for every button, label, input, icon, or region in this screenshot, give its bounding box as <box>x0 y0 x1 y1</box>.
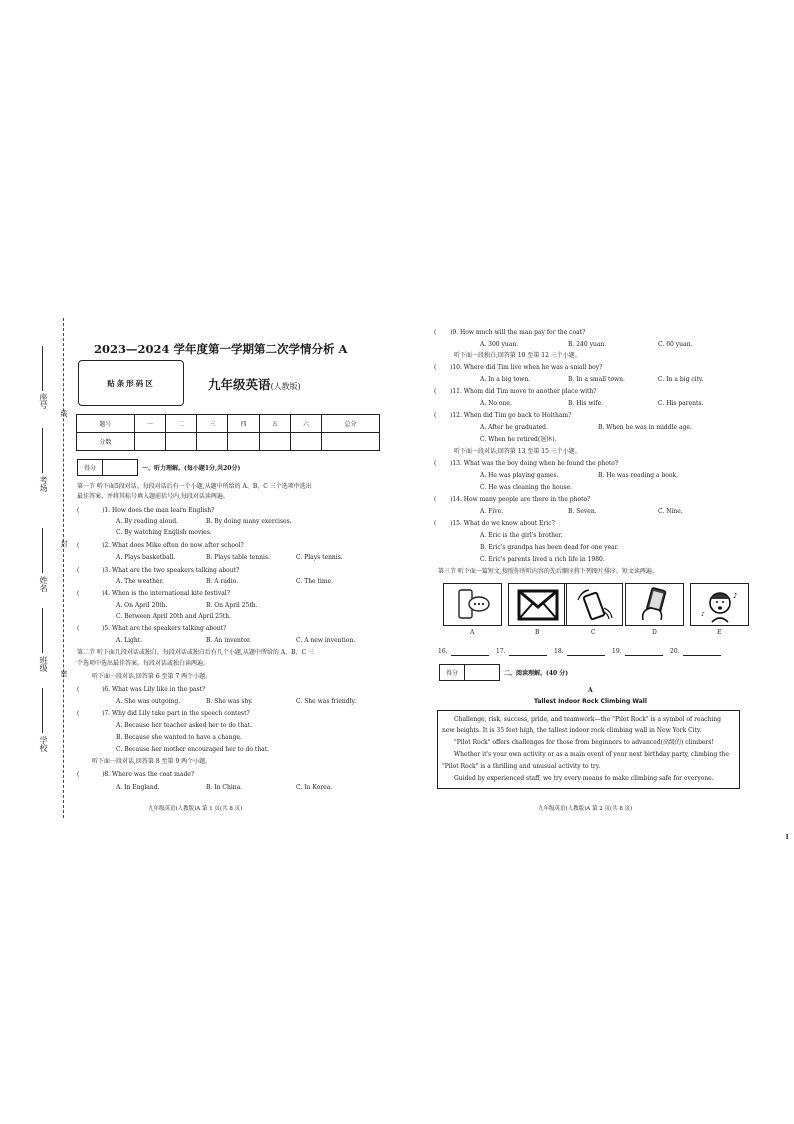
option: C. She was friendly. <box>296 698 357 705</box>
score-cell[interactable] <box>259 433 290 451</box>
binding-underline <box>42 346 43 391</box>
option: B. In a small town. <box>568 376 625 383</box>
answer-bracket[interactable]: ( <box>77 507 80 514</box>
part1-intro: 第一节 听下面5段对话。每段对话后有一个小题,从题中所给的 A、B、C 三个选项中选出 <box>77 483 312 490</box>
passage-line: Guided by experienced staff, we try every means to make climbing safe for everyone. <box>454 775 714 782</box>
mobile-phone-icon <box>574 586 614 624</box>
answer-bracket[interactable]: ( <box>434 364 437 371</box>
section2-title: 二、阅读理解。(40 分) <box>504 670 569 677</box>
answer-bracket[interactable]: ( <box>434 388 437 395</box>
part2-subintro: 听下面一段对话,回答第 13 至第 15 三个小题。 <box>454 448 581 455</box>
question-stem: )9. How much will the man pay for the coat? <box>450 329 586 336</box>
score-cell[interactable] <box>197 433 228 451</box>
option: C. Plays tennis. <box>296 554 343 561</box>
answer-bracket[interactable]: ( <box>434 412 437 419</box>
picture-c <box>564 583 623 626</box>
question-stem: )12. When did Tim go back to Holtham? <box>450 412 572 419</box>
answer-blank[interactable] <box>451 655 489 656</box>
option: C. When he retired(退休). <box>480 436 557 443</box>
exam-title: 2023—2024 学年度第一学期第二次学情分析 A <box>94 342 348 356</box>
picture-label: C <box>591 629 596 636</box>
option: B. An inventor. <box>206 637 252 644</box>
score-header-cell: 三 <box>197 415 228 433</box>
option: A. Plays basketball. <box>116 554 176 561</box>
section2-score-box <box>439 664 500 681</box>
option: A. He was playing games. <box>480 472 559 479</box>
answer-bracket[interactable]: ( <box>434 496 437 503</box>
option: B. Seven. <box>568 508 597 515</box>
option: A. In England. <box>116 784 160 791</box>
part2-intro: 第二节 听下面几段对话或独白。每段对话或独白后有几个小题,从题中所给的 A、B、C 三 <box>77 649 314 656</box>
exam-sheet <box>30 318 790 841</box>
page-mark: 1 <box>785 834 790 841</box>
cut-mark-xian: 线 <box>60 410 68 417</box>
option: A. On April 20th. <box>116 602 168 609</box>
score-table <box>76 414 380 451</box>
option: C. He was cleaning the house. <box>480 484 572 491</box>
question-stem: )5. What are the speakers talking about? <box>102 625 227 632</box>
passage-line: "Pilot Rock" is a thrilling and unusual activity to try. <box>442 763 601 770</box>
question-stem: )7. Why did Lily take part in the speech contest? <box>102 710 250 717</box>
page-footer-right: 九年级英语(人教版)A 第 2 页(共 8 页) <box>538 806 633 812</box>
score-row-label: 分数 <box>77 433 135 451</box>
binding-underline <box>42 688 43 733</box>
option: C. In a big city. <box>658 376 704 383</box>
option: C. Between April 20th and April 25th. <box>116 613 231 620</box>
binding-underline <box>42 608 43 653</box>
blank-label: 18. <box>554 648 564 655</box>
hand-phone-icon <box>635 586 675 624</box>
passage-title: Tallest Indoor Rock Climbing Wall <box>534 698 647 705</box>
option: A. The weather. <box>116 578 164 585</box>
blank-label: 19. <box>612 648 622 655</box>
subject-title <box>208 374 301 393</box>
score-cell[interactable] <box>322 433 380 451</box>
answer-blank[interactable] <box>509 655 547 656</box>
passage-line: Whether it's your own activity or as a main event of your next birthday party, climbing the <box>454 751 729 758</box>
score-header-cell: 题号 <box>77 415 135 433</box>
answer-blank[interactable] <box>567 655 605 656</box>
binding-label-class: 班级 <box>39 656 48 672</box>
part2-subintro: 听下面一段对话,回答第 8 至第 9 两个小题。 <box>92 758 212 765</box>
score-cell[interactable] <box>228 433 259 451</box>
phone-chat-icon <box>453 587 493 623</box>
part3-intro: 第三节 听下面一篇短文,按照你所听内容的先后顺序将下列图片排序。短文读两遍。 <box>438 568 658 575</box>
score-header-cell: 一 <box>134 415 165 433</box>
picture-d <box>625 583 684 626</box>
part1-intro: 最佳答案。并将其标号填入题前括号内,每段对话读两遍。 <box>77 493 229 500</box>
svg-text:♪: ♪ <box>700 610 705 618</box>
option: C. His parents. <box>658 400 704 407</box>
option: B. He was reading a book. <box>598 472 679 479</box>
binding-cut-line <box>63 318 64 818</box>
answer-blank[interactable] <box>683 655 721 656</box>
cut-mark-mi: 密 <box>60 670 68 677</box>
question-stem: )15. What do we know about Eric? <box>450 520 555 527</box>
option: C. The time. <box>296 578 333 585</box>
score-box-label: 得分 <box>446 670 459 677</box>
option: B. His wife. <box>568 400 604 407</box>
question-stem: )14. How many people are there in the photo? <box>450 496 591 503</box>
subject-edition: (人教版) <box>270 382 301 391</box>
question-stem: )2. What does Mike often do now after school? <box>102 542 244 549</box>
blank-label: 20. <box>670 648 680 655</box>
part2-subintro: 听下面一段对话,回答第 6 至第 7 两个小题。 <box>92 673 212 680</box>
option: B. On April 25th. <box>206 602 258 609</box>
question-stem: )11. Whom did Tim move to another place with? <box>450 388 597 395</box>
blank-label: 17. <box>496 648 506 655</box>
picture-a <box>443 583 502 626</box>
section1-title: 一、听力理解。(每小题1分,共20分) <box>142 465 241 472</box>
answer-bracket[interactable]: ( <box>77 710 80 717</box>
score-box-field[interactable] <box>102 460 137 475</box>
singing-person-icon <box>698 586 742 624</box>
answer-bracket[interactable]: ( <box>77 567 80 574</box>
section1-score-box <box>77 459 138 476</box>
question-stem: )10. Where did Tim live when he was a small boy? <box>450 364 603 371</box>
score-header-cell: 六 <box>290 415 321 433</box>
score-table-value-row <box>77 433 380 451</box>
passage-line: new heights. It is 35 feet high, the tallest indoor rock climbing wall in New York City. <box>442 727 702 734</box>
answer-bracket[interactable]: ( <box>434 520 437 527</box>
score-cell[interactable] <box>166 433 197 451</box>
part2-intro: 个选项中选出最佳答案。每段对话或独白读两遍。 <box>77 660 210 667</box>
passage-line: "Pilot Rock" offers challenges for those from beginners to advanced(高级的) climbers! <box>454 739 714 746</box>
option: A. She was outgoing. <box>116 698 181 705</box>
option: C. In Korea. <box>296 784 333 791</box>
answer-bracket[interactable]: ( <box>77 590 80 597</box>
option: B. Plays table tennis. <box>206 554 270 561</box>
picture-e <box>690 583 749 626</box>
option: A. No one. <box>480 400 512 407</box>
score-cell[interactable] <box>134 433 165 451</box>
score-box-field[interactable] <box>464 665 499 680</box>
option: C. Nine. <box>658 508 683 515</box>
blank-label: 16. <box>438 648 448 655</box>
answer-bracket[interactable]: ( <box>77 625 80 632</box>
answer-bracket[interactable]: ( <box>434 460 437 467</box>
score-header-cell: 四 <box>228 415 259 433</box>
question-stem: )13. What was the boy doing when he found the photo? <box>450 460 619 467</box>
answer-bracket[interactable]: ( <box>77 542 80 549</box>
score-header-cell: 五 <box>259 415 290 433</box>
option: B. By doing many exercises. <box>206 518 292 525</box>
score-header-cell: 总分 <box>322 415 380 433</box>
option: C. By watching English movies. <box>116 529 212 536</box>
binding-label-seat: 座号 <box>39 393 48 409</box>
answer-blank[interactable] <box>625 655 663 656</box>
envelope-icon <box>516 588 560 622</box>
option: A. Light. <box>116 637 143 644</box>
option: A. 300 yuan. <box>480 341 519 348</box>
option: A. In a big town. <box>480 376 531 383</box>
subject-name: 九年级英语 <box>208 377 271 392</box>
option: C. Because her mother encouraged her to do that. <box>116 746 270 753</box>
option: B. She was shy. <box>206 698 253 705</box>
answer-bracket[interactable]: ( <box>434 329 437 336</box>
option: B. Because she wanted to have a change. <box>116 734 242 741</box>
score-table-header-row <box>77 415 380 433</box>
passage-letter: A <box>588 687 593 694</box>
picture-label: D <box>652 629 657 636</box>
option: B. 240 yuan. <box>568 341 607 348</box>
answer-bracket[interactable]: ( <box>77 686 80 693</box>
picture-b <box>508 583 567 626</box>
barcode-area: 贴条形码区 <box>78 360 184 406</box>
page-footer-left: 九年级英语(人教版)A 第 1 页(共 8 页) <box>148 806 243 812</box>
option: A. Eric is the girl's brother. <box>480 532 563 539</box>
score-box-label: 得分 <box>84 465 97 472</box>
svg-text:♪: ♪ <box>732 591 737 600</box>
question-stem: )8. Where was the coat made? <box>102 771 195 778</box>
cut-mark-feng: 封 <box>60 540 68 547</box>
answer-bracket[interactable]: ( <box>77 771 80 778</box>
question-stem: )6. What was Lily like in the past? <box>102 686 206 693</box>
binding-label-school: 学校 <box>39 736 48 752</box>
score-header-cell: 二 <box>166 415 197 433</box>
picture-label: E <box>717 629 722 636</box>
question-stem: )3. What are the two speakers talking about? <box>102 567 240 574</box>
option: A. Five. <box>480 508 504 515</box>
passage-line: Challenge, risk, success, pride, and teamwork—the "Pilot Rock" is a symbol of reaching <box>454 716 722 723</box>
option: B. In China. <box>206 784 243 791</box>
part2-subintro: 听下面一段独白,回答第 10 至第 12 三个小题。 <box>454 352 581 359</box>
option: C. 60 yuan. <box>658 341 693 348</box>
picture-label: A <box>470 629 475 636</box>
option: C. Eric's parents lived a rich life in 1980. <box>480 556 605 563</box>
question-stem: )1. How does the man learn English? <box>102 507 215 514</box>
binding-label-room: 考场 <box>39 476 48 492</box>
question-stem: )4. When is the international kite festival? <box>102 590 230 597</box>
score-cell[interactable] <box>290 433 321 451</box>
binding-label-name: 姓名 <box>39 576 48 592</box>
option: A. After he graduated. <box>480 424 548 431</box>
option: A. Because her teacher asked her to do that. <box>116 722 252 729</box>
option: B. Eric's grandpa has been dead for one year. <box>480 544 619 551</box>
binding-underline <box>42 428 43 473</box>
option: B. When he was in middle age. <box>598 424 692 431</box>
option: C. A new invention. <box>296 637 356 644</box>
picture-label: B <box>535 629 540 636</box>
binding-underline <box>42 528 43 573</box>
option: B. A radio. <box>206 578 239 585</box>
option: A. By reading aloud. <box>116 518 178 525</box>
